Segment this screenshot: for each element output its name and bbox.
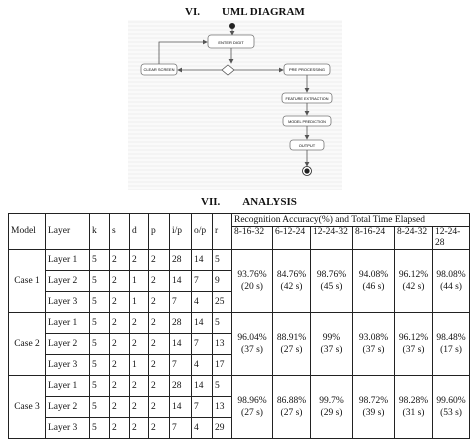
time-value: (17 s) (440, 345, 462, 355)
accuracy-value: 93.76% (237, 270, 267, 280)
layer-param: 2 (149, 292, 170, 313)
time-value: (45 s) (320, 282, 343, 292)
layer-param: 28 (170, 250, 192, 271)
layer-name: Layer 3 (46, 418, 90, 439)
layer-param: 4 (192, 355, 213, 376)
layer-param: 28 (170, 313, 192, 334)
analysis-table-container (8, 213, 468, 439)
layer-param: 2 (110, 292, 130, 313)
result-cell (232, 250, 273, 313)
node-feature-extraction-label: FEATURE EXTRACTION (285, 97, 329, 101)
result-cell (395, 250, 433, 313)
result-cell (273, 250, 311, 313)
layer-param: 28 (170, 376, 192, 397)
time-value: (27 s) (280, 408, 303, 418)
layer-param: 14 (170, 271, 192, 292)
layer-param: 2 (110, 250, 130, 271)
header-r: r (213, 214, 232, 250)
layer-param: 5 (213, 313, 232, 334)
time-value: (37 s) (402, 345, 425, 355)
result-cell (311, 376, 353, 439)
layer-param: 25 (213, 292, 232, 313)
layer-param: 5 (90, 292, 110, 313)
result-cell (353, 376, 395, 439)
node-clear-screen-label: CLEAR SCREEN (143, 67, 175, 72)
header-config: 12-24-32 (311, 227, 353, 250)
layer-param: 2 (110, 397, 130, 418)
layer-param: 2 (149, 250, 170, 271)
result-cell (232, 376, 273, 439)
layer-param: 1 (130, 292, 149, 313)
time-value: (31 s) (402, 408, 425, 418)
layer-param: 5 (90, 313, 110, 334)
layer-param: 2 (130, 313, 149, 334)
layer-param: 2 (149, 313, 170, 334)
accuracy-value: 84.76% (276, 270, 307, 280)
time-value: (37 s) (320, 345, 343, 355)
node-enter-digit-label: ENTER DIGIT (218, 40, 244, 45)
layer-param: 5 (90, 250, 110, 271)
time-value: (39 s) (362, 408, 385, 418)
layer-param: 14 (192, 313, 213, 334)
layer-param: 2 (149, 355, 170, 376)
layer-param: 4 (192, 418, 213, 439)
layer-param: 5 (90, 376, 110, 397)
accuracy-value: 98.72% (358, 396, 389, 406)
result-cell (353, 250, 395, 313)
layer-param: 7 (170, 418, 192, 439)
node-output-label: OUTPUT (298, 143, 316, 148)
layer-param: 5 (90, 271, 110, 292)
result-cell (273, 313, 311, 376)
layer-param: 2 (149, 271, 170, 292)
time-value: (42 s) (280, 282, 303, 292)
layer-name: Layer 2 (46, 397, 90, 418)
uml-diagram (0, 20, 474, 210)
case-name: Case 1 (9, 250, 46, 313)
result-cell (433, 250, 470, 313)
layer-param: 2 (110, 355, 130, 376)
layer-param: 7 (170, 355, 192, 376)
analysis-section-number: VII. (201, 196, 221, 208)
layer-param: 29 (213, 418, 232, 439)
result-cell (395, 376, 433, 439)
layer-param: 7 (170, 292, 192, 313)
header-d: d (130, 214, 149, 250)
time-value: (46 s) (362, 282, 385, 292)
layer-name: Layer 2 (46, 334, 90, 355)
layer-param: 2 (110, 376, 130, 397)
header-ip: i/p (170, 214, 192, 250)
table-row (9, 250, 470, 271)
accuracy-value: 98.08% (436, 270, 466, 280)
time-value: (27 s) (280, 345, 303, 355)
result-cell (311, 250, 353, 313)
header-k: k (90, 214, 110, 250)
start-node (229, 23, 235, 29)
layer-param: 2 (130, 397, 149, 418)
table-row (9, 313, 470, 334)
layer-param: 4 (192, 292, 213, 313)
layer-name: Layer 2 (46, 271, 90, 292)
layer-name: Layer 3 (46, 292, 90, 313)
layer-param: 5 (213, 250, 232, 271)
layer-param: 2 (110, 313, 130, 334)
accuracy-value: 99% (322, 333, 341, 343)
accuracy-value: 96.04% (237, 333, 267, 343)
result-cell (433, 376, 470, 439)
node-pre-processing-label: PRE PROCESSING (288, 67, 326, 72)
layer-name: Layer 1 (46, 250, 90, 271)
accuracy-value: 94.08% (358, 270, 389, 280)
time-value: (44 s) (440, 282, 462, 292)
layer-name: Layer 1 (46, 313, 90, 334)
accuracy-value: 98.76% (316, 270, 347, 280)
accuracy-value: 96.12% (398, 270, 429, 280)
uml-section-heading (185, 6, 305, 18)
header-recognition: Recognition Accuracy(%) and Total Time Elapsed (232, 214, 470, 227)
header-config: 8-24-32 (395, 227, 433, 250)
result-cell (353, 313, 395, 376)
result-cell (433, 313, 470, 376)
accuracy-value: 88.91% (276, 333, 307, 343)
time-value: (20 s) (241, 282, 263, 292)
layer-param: 5 (90, 418, 110, 439)
header-s: s (110, 214, 130, 250)
uml-section-title: UML DIAGRAM (221, 6, 305, 18)
accuracy-value: 93.08% (358, 333, 389, 343)
time-value: (37 s) (362, 345, 385, 355)
time-value: (29 s) (320, 408, 343, 418)
layer-param: 1 (130, 271, 149, 292)
layer-name: Layer 1 (46, 376, 90, 397)
layer-param: 2 (130, 376, 149, 397)
time-value: (42 s) (402, 282, 425, 292)
accuracy-value: 99.7% (319, 396, 344, 406)
case-name: Case 2 (9, 313, 46, 376)
accuracy-value: 96.12% (398, 333, 429, 343)
layer-param: 2 (130, 250, 149, 271)
layer-param: 5 (213, 376, 232, 397)
layer-param: 2 (110, 418, 130, 439)
layer-param: 2 (110, 334, 130, 355)
result-cell (311, 313, 353, 376)
result-cell (232, 313, 273, 376)
layer-param: 14 (192, 250, 213, 271)
layer-param: 14 (170, 397, 192, 418)
node-model-prediction-label: MODEL PREDICTION (288, 120, 326, 124)
layer-param: 5 (90, 334, 110, 355)
layer-param: 14 (170, 334, 192, 355)
table-row (9, 376, 470, 397)
layer-param: 13 (213, 397, 232, 418)
layer-name: Layer 3 (46, 355, 90, 376)
time-value: (27 s) (241, 408, 263, 418)
case-name: Case 3 (9, 376, 46, 439)
layer-param: 2 (149, 397, 170, 418)
header-model: Model (9, 214, 46, 250)
header-op: o/p (192, 214, 213, 250)
layer-param: 1 (130, 355, 149, 376)
layer-param: 17 (213, 355, 232, 376)
accuracy-value: 86.88% (276, 396, 307, 406)
layer-param: 14 (192, 376, 213, 397)
result-cell (395, 313, 433, 376)
accuracy-value: 99.60% (436, 396, 466, 406)
header-config: 8-16-32 (232, 227, 273, 250)
uml-section-number: VI. (185, 6, 200, 18)
analysis-table (8, 213, 470, 439)
layer-param: 7 (192, 334, 213, 355)
time-value: (53 s) (440, 408, 462, 418)
analysis-section-title: ANALYSIS (242, 196, 297, 208)
header-p: p (149, 214, 170, 250)
layer-param: 9 (213, 271, 232, 292)
layer-param: 5 (90, 397, 110, 418)
layer-param: 2 (149, 418, 170, 439)
layer-param: 5 (90, 355, 110, 376)
result-cell (273, 376, 311, 439)
layer-param: 13 (213, 334, 232, 355)
accuracy-value: 98.48% (436, 333, 466, 343)
layer-param: 7 (192, 271, 213, 292)
header-config: 6-12-24 (273, 227, 311, 250)
layer-param: 2 (149, 376, 170, 397)
time-value: (37 s) (241, 345, 263, 355)
header-config: 8-16-24 (353, 227, 395, 250)
header-config: 12-24-28 (433, 227, 470, 250)
accuracy-value: 98.28% (398, 396, 429, 406)
header-layer: Layer (46, 214, 90, 250)
layer-param: 2 (110, 271, 130, 292)
layer-param: 2 (130, 334, 149, 355)
accuracy-value: 98.96% (237, 396, 267, 406)
layer-param: 7 (192, 397, 213, 418)
layer-param: 2 (130, 418, 149, 439)
analysis-section-heading (201, 196, 297, 208)
layer-param: 2 (149, 334, 170, 355)
